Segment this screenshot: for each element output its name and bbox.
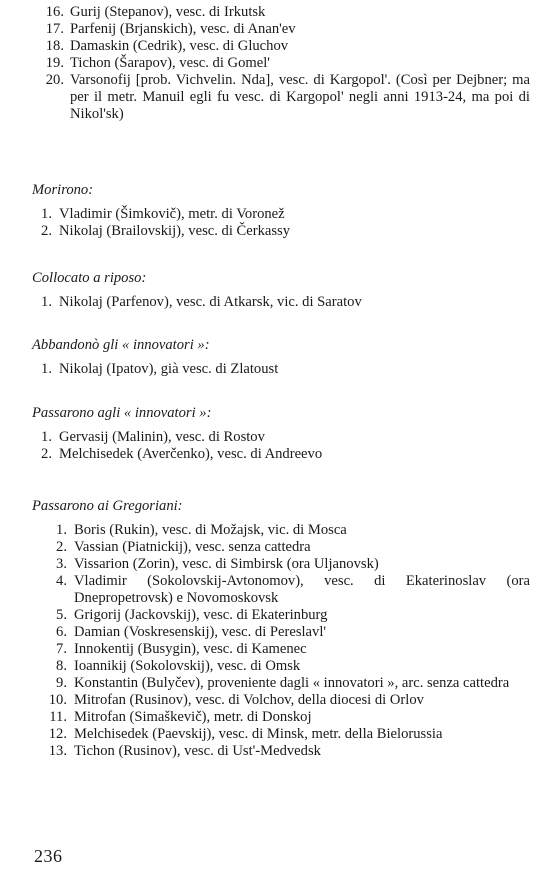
item-number: 1.	[56, 522, 67, 538]
item-text: Tichon (Rusinov), vesc. di Ust'-Medvedsk	[74, 743, 321, 759]
list-item	[32, 709, 530, 726]
item-number: 10.	[48, 692, 67, 708]
item-number: 19.	[45, 55, 64, 71]
section-morirono	[32, 182, 530, 240]
list-item	[32, 223, 530, 240]
item-number: 11.	[49, 709, 67, 725]
section-list	[32, 294, 530, 311]
section-list	[32, 361, 530, 378]
list-item	[32, 726, 530, 743]
item-text: Melchisedek (Averčenko), vesc. di Andreevo	[59, 446, 323, 462]
list-item	[32, 692, 530, 709]
item-text: Gervasij (Malinin), vesc. di Rostov	[59, 429, 265, 445]
section-list	[32, 429, 530, 463]
item-number: 7.	[56, 641, 67, 657]
item-number: 16.	[45, 4, 64, 20]
section-list	[32, 206, 530, 240]
item-text: Nikolaj (Ipatov), già vesc. di Zlatoust	[59, 361, 279, 377]
section-passarono-innovatori	[32, 405, 530, 463]
list-item	[32, 743, 530, 760]
item-text: Innokentij (Busygin), vesc. di Kamenec	[74, 641, 307, 657]
section-heading: Morirono:	[32, 182, 94, 198]
item-text: Vassian (Piatnickij), vesc. senza cattedra	[74, 539, 311, 555]
item-number: 17.	[45, 21, 64, 37]
list-item	[32, 556, 530, 573]
list-item	[32, 294, 530, 311]
item-number: 5.	[56, 607, 67, 623]
section-collocato-a-riposo	[32, 270, 530, 311]
list-item	[32, 658, 530, 675]
list-item	[32, 38, 530, 55]
item-number: 9.	[56, 675, 67, 691]
list-item	[32, 446, 530, 463]
item-number: 18.	[45, 38, 64, 54]
item-text: Konstantin (Bulyčev), proveniente dagli « innovatori », arc. senza cattedra	[74, 675, 510, 691]
item-text: Varsonofij [prob. Vichvelin. Nda], vesc. di Kargopol'. (Così per Dejbner; ma per il metr. Manuil egli fu vesc. di Kargopol' negli anni 1913-24, ma poi di Nikol'sk)	[70, 72, 530, 122]
item-number: 1.	[41, 361, 52, 377]
item-number: 2.	[56, 539, 67, 555]
item-text: Vissarion (Zorin), vesc. di Simbirsk (ora Uljanovsk)	[74, 556, 379, 572]
section-heading: Abbandonò gli « innovatori »:	[32, 337, 210, 353]
page-number: 236	[34, 846, 63, 866]
item-text: Vladimir (Šimkovič), metr. di Voronež	[59, 206, 285, 222]
list-item	[32, 361, 530, 378]
item-text: Parfenij (Brjanskich), vesc. di Anan'ev	[70, 21, 296, 37]
item-text: Vladimir (Sokolovskij-Avtonomov), vesc. di Ekaterinoslav (ora Dnepropetrovsk) e Novomoskovsk	[74, 573, 530, 606]
list-item	[32, 539, 530, 556]
list-item	[32, 573, 530, 607]
list-item	[32, 624, 530, 641]
item-text: Nikolaj (Brailovskij), vesc. di Čerkassy	[59, 223, 291, 239]
item-text: Boris (Rukin), vesc. di Možajsk, vic. di Mosca	[74, 522, 347, 538]
list-item	[32, 641, 530, 658]
item-text: Nikolaj (Parfenov), vesc. di Atkarsk, vic. di Saratov	[59, 294, 362, 310]
list-item	[32, 429, 530, 446]
item-text: Grigorij (Jackovskij), vesc. di Ekaterinburg	[74, 607, 328, 623]
list-item	[32, 206, 530, 223]
section-abbandono	[32, 337, 530, 378]
item-number: 12.	[48, 726, 67, 742]
section-heading: Passarono ai Gregoriani:	[32, 498, 183, 514]
list-item	[32, 675, 530, 692]
list-item	[32, 522, 530, 539]
item-number: 3.	[56, 556, 67, 572]
list-item	[32, 21, 530, 38]
item-text: Ioannikij (Sokolovskij), vesc. di Omsk	[74, 658, 301, 674]
item-number: 4.	[56, 573, 67, 589]
item-number: 2.	[41, 446, 52, 462]
item-text: Melchisedek (Paevskij), vesc. di Minsk, metr. della Bielorussia	[74, 726, 443, 742]
list-item	[32, 607, 530, 624]
item-number: 1.	[41, 206, 52, 222]
list-item	[32, 4, 530, 21]
continued-list	[32, 4, 530, 123]
section-heading: Passarono agli « innovatori »:	[32, 405, 212, 421]
item-number: 1.	[41, 429, 52, 445]
item-number: 2.	[41, 223, 52, 239]
item-text: Tichon (Šarapov), vesc. di Gomel'	[70, 55, 270, 71]
item-number: 1.	[41, 294, 52, 310]
item-text: Damian (Voskresenskij), vesc. di Pereslavl'	[74, 624, 327, 640]
item-text: Mitrofan (Rusinov), vesc. di Volchov, della diocesi di Orlov	[74, 692, 424, 708]
list-item	[32, 55, 530, 72]
item-number: 20.	[45, 72, 64, 88]
item-text: Gurij (Stepanov), vesc. di Irkutsk	[70, 4, 266, 20]
section-list	[32, 522, 530, 760]
item-text: Damaskin (Cedrik), vesc. di Gluchov	[70, 38, 289, 54]
list-item	[32, 72, 530, 123]
section-gregoriani	[32, 498, 530, 760]
item-text: Mitrofan (Simaškevič), metr. di Donskoj	[74, 709, 312, 725]
item-number: 13.	[48, 743, 67, 759]
item-number: 6.	[56, 624, 67, 640]
item-number: 8.	[56, 658, 67, 674]
section-heading: Collocato a riposo:	[32, 270, 147, 286]
